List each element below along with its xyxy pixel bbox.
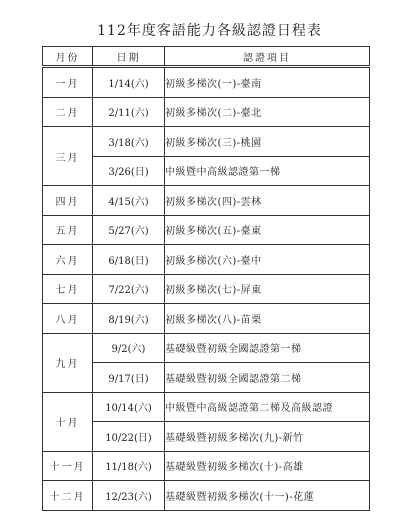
item-cell: 初級多梯次(七)-屏東 [165, 274, 370, 304]
item-cell: 初級多梯次(三)-桃園 [165, 127, 370, 157]
item-cell: 基礎級暨初級多梯次(十一)-花蓮 [165, 481, 370, 511]
table-row [43, 422, 370, 452]
table-row [43, 451, 370, 481]
date-cell: 5/27(六) [93, 215, 165, 245]
month-cell: 十一月 [43, 451, 93, 481]
schedule-table [42, 46, 370, 511]
table-row [43, 156, 370, 186]
month-cell: 六月 [43, 245, 93, 275]
month-cell: 十月 [43, 392, 93, 451]
item-cell: 中級暨中高級認證第一梯 [165, 156, 370, 186]
month-cell: 一月 [43, 67, 93, 98]
month-cell: 三月 [43, 127, 93, 186]
date-cell: 1/14(六) [93, 67, 165, 98]
table-row [43, 215, 370, 245]
item-cell: 基礎級暨初級多梯次(十)-高雄 [165, 451, 370, 481]
table-row [43, 333, 370, 363]
item-cell: 初級多梯次(五)-臺東 [165, 215, 370, 245]
page-title: 112年度客語能力各級認證日程表 [97, 23, 322, 39]
header-date: 日期 [93, 47, 165, 67]
month-cell: 五月 [43, 215, 93, 245]
date-cell: 9/17(日) [93, 363, 165, 393]
date-cell: 8/19(六) [93, 304, 165, 334]
table-row [43, 67, 370, 98]
table-row [43, 274, 370, 304]
month-cell: 八月 [43, 304, 93, 334]
date-cell: 11/18(六) [93, 451, 165, 481]
table-row [43, 186, 370, 216]
table-row [43, 363, 370, 393]
item-cell: 基礎級暨初級全國認證第一梯 [165, 333, 370, 363]
item-cell: 基礎級暨初級全國認證第二梯 [165, 363, 370, 393]
table-row [43, 481, 370, 511]
date-cell: 12/23(六) [93, 481, 165, 511]
date-cell: 6/18(日) [93, 245, 165, 275]
item-cell: 初級多梯次(四)-雲林 [165, 186, 370, 216]
item-cell: 基礎級暨初級多梯次(九)-新竹 [165, 422, 370, 452]
date-cell: 3/26(日) [93, 156, 165, 186]
header-month: 月份 [43, 47, 93, 67]
item-cell: 初級多梯次(二)-臺北 [165, 97, 370, 127]
date-cell: 9/2(六) [93, 333, 165, 363]
date-cell: 10/14(六) [93, 392, 165, 422]
month-cell: 二月 [43, 97, 93, 127]
table-row [43, 127, 370, 157]
header-item: 認證項目 [165, 47, 370, 67]
table-row [43, 245, 370, 275]
month-cell: 四月 [43, 186, 93, 216]
table-row [43, 97, 370, 127]
table-row [43, 304, 370, 334]
item-cell: 初級多梯次(一)-臺南 [165, 67, 370, 98]
date-cell: 4/15(六) [93, 186, 165, 216]
month-cell: 九月 [43, 333, 93, 392]
month-cell: 十二月 [43, 481, 93, 511]
date-cell: 3/18(六) [93, 127, 165, 157]
table-row [43, 392, 370, 422]
item-cell: 中級暨中高級認證第二梯及高級認證 [165, 392, 370, 422]
item-cell: 初級多梯次(八)-苗栗 [165, 304, 370, 334]
month-cell: 七月 [43, 274, 93, 304]
table-header-row [43, 47, 370, 67]
item-cell: 初級多梯次(六)-臺中 [165, 245, 370, 275]
date-cell: 10/22(日) [93, 422, 165, 452]
date-cell: 2/11(六) [93, 97, 165, 127]
date-cell: 7/22(六) [93, 274, 165, 304]
